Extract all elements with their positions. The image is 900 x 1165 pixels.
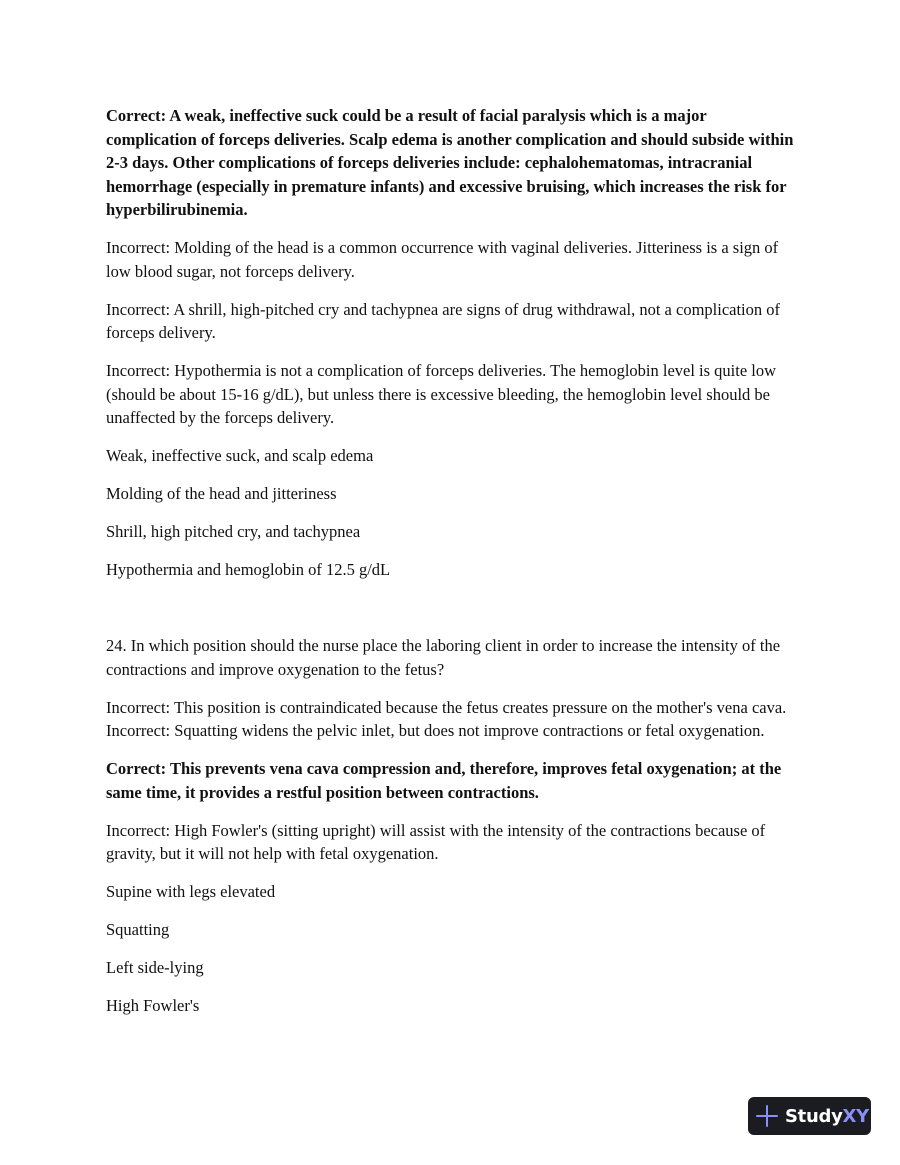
q23-correct-rationale: Correct: A weak, ineffective suck could be a result of facial paralysis which is a major complication of forceps deliveries. Scalp edema is another complication and should subside within 2-3 days. Other complications of forceps deliveries include: cephalohematomas, intracranial hemorrhage (especially in premature infants) and excessive bruising, which increases the risk for hyperbilirubinemia. bbox=[106, 106, 794, 219]
q23-option-4: Hypothermia and hemoglobin of 12.5 g/dL bbox=[106, 560, 391, 579]
q23-incorrect-rationale-3: Incorrect: Hypothermia is not a complication of forceps deliveries. The hemoglobin level is quite low (should be about 15-16 g/dL), but unless there is excessive bleeding, the hemoglobin level should be unaffected by the forceps delivery. bbox=[106, 361, 777, 427]
q23-option-2: Molding of the head and jitteriness bbox=[106, 484, 337, 503]
brand-main: Study bbox=[785, 1105, 843, 1127]
plus-icon bbox=[756, 1105, 778, 1127]
q23-option-3: Shrill, high pitched cry, and tachypnea bbox=[106, 522, 361, 541]
q23-option-1: Weak, ineffective suck, and scalp edema bbox=[106, 446, 374, 465]
document-page bbox=[106, 104, 798, 1032]
q24-incorrect-rationale-1: Incorrect: This position is contraindicated because the fetus creates pressure on the mother's vena cava. Incorrect: Squatting widens the pelvic inlet, but does not improve contractions or fetal oxygenation. bbox=[106, 697, 787, 740]
q24-option-3: Left side-lying bbox=[106, 958, 204, 977]
studyxy-badge[interactable] bbox=[748, 1097, 871, 1135]
q24-incorrect-rationale-2: Incorrect: High Fowler's (sitting upright) will assist with the intensity of the contractions because of gravity, but it will not help with fetal oxygenation. bbox=[106, 820, 766, 863]
q23-incorrect-rationale-1: Incorrect: Molding of the head is a common occurrence with vaginal deliveries. Jitteriness is a sign of low blood sugar, not forceps delivery. bbox=[106, 238, 779, 281]
studyxy-logo bbox=[785, 1106, 869, 1127]
q24-question: 24. In which position should the nurse place the laboring client in order to increase the intensity of the contractions and improve oxygenation to the fetus? bbox=[106, 636, 781, 679]
q24-option-1: Supine with legs elevated bbox=[106, 882, 276, 901]
q23-incorrect-rationale-2: Incorrect: A shrill, high-pitched cry and tachypnea are signs of drug withdrawal, not a complication of forceps delivery. bbox=[106, 299, 781, 342]
q24-option-2: Squatting bbox=[106, 920, 170, 939]
section-spacer bbox=[106, 596, 798, 634]
brand-accent: XY bbox=[842, 1105, 869, 1127]
q24-option-4: High Fowler's bbox=[106, 996, 200, 1015]
q24-correct-rationale: Correct: This prevents vena cava compression and, therefore, improves fetal oxygenation; at the same time, it provides a restful position between contractions. bbox=[106, 759, 782, 802]
